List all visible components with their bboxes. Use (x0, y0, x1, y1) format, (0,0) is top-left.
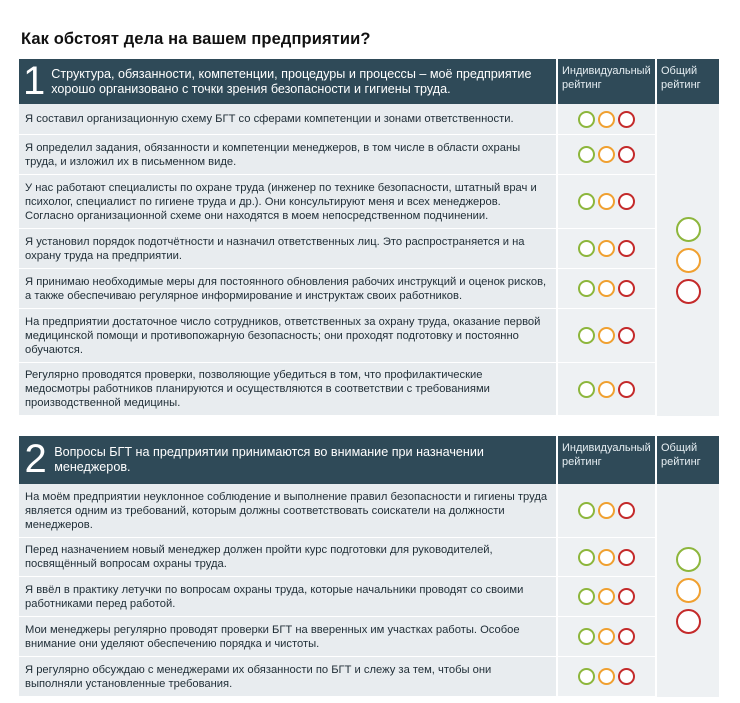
section-1 (19, 59, 719, 416)
general-rating (657, 484, 719, 697)
rating-red[interactable] (618, 588, 635, 605)
individual-rating (558, 617, 655, 656)
general-rating (657, 104, 719, 416)
rating-red[interactable] (618, 193, 635, 210)
question-text: Я регулярно обсуждаю с менеджерами их обязанности по БГТ и слежу за тем, чтобы они выполняли установленные требования. (19, 657, 556, 696)
question-row (19, 229, 655, 269)
page-title: Как обстоят дела на вашем предприятии? (21, 30, 371, 48)
rating-red[interactable] (618, 327, 635, 344)
rating-yellow[interactable] (598, 549, 615, 566)
question-row (19, 484, 655, 538)
rating-yellow[interactable] (598, 280, 615, 297)
question-text: Я ввёл в практику летучки по вопросам охраны труда, которые начальники проводят со своими работниками перед работой. (19, 577, 556, 616)
question-text: На моём предприятии неуклонное соблюдение и выполнение правил безопасности и гигиены труда является одним из требований, которым должны соответствовать соискатели на должности менеджеров. (19, 484, 556, 537)
individual-rating (558, 269, 655, 308)
rating-yellow[interactable] (598, 146, 615, 163)
rating-red[interactable] (618, 381, 635, 398)
general-rating-header: Общий рейтинг (657, 436, 719, 484)
individual-rating (558, 577, 655, 616)
question-row (19, 538, 655, 577)
rating-green[interactable] (578, 327, 595, 344)
rating-green[interactable] (578, 111, 595, 128)
rating-red[interactable] (618, 240, 635, 257)
rating-green[interactable] (578, 381, 595, 398)
question-row (19, 175, 655, 229)
question-text: Я установил порядок подотчётности и назначил ответственных лиц. Это распространяется и на охрану труда на предприятии. (19, 229, 556, 268)
individual-rating (558, 484, 655, 537)
individual-rating (558, 229, 655, 268)
section-2 (19, 436, 719, 697)
general-rating-red[interactable] (676, 609, 701, 634)
question-text: Перед назначением новый менеджер должен пройти курс подготовки для руководителей, посвящённый вопросам охраны труда. (19, 538, 556, 576)
rating-green[interactable] (578, 193, 595, 210)
general-rating-red[interactable] (676, 279, 701, 304)
rating-yellow[interactable] (598, 588, 615, 605)
general-rating-green[interactable] (676, 217, 701, 242)
individual-rating (558, 175, 655, 228)
rating-red[interactable] (618, 549, 635, 566)
rating-yellow[interactable] (598, 240, 615, 257)
rating-yellow[interactable] (598, 668, 615, 685)
question-row (19, 269, 655, 309)
rating-yellow[interactable] (598, 327, 615, 344)
rating-red[interactable] (618, 280, 635, 297)
rating-yellow[interactable] (598, 111, 615, 128)
general-rating-header: Общий рейтинг (657, 59, 719, 104)
general-rating-green[interactable] (676, 547, 701, 572)
question-row (19, 309, 655, 363)
individual-rating-header: Индивидуальный рейтинг (558, 59, 655, 104)
question-text: Я составил организационную схему БГТ со сферами компетенции и зонами ответственности. (19, 104, 556, 134)
rating-green[interactable] (578, 240, 595, 257)
rating-red[interactable] (618, 668, 635, 685)
individual-rating (558, 363, 655, 415)
individual-rating (558, 104, 655, 134)
rating-green[interactable] (578, 628, 595, 645)
question-row (19, 104, 655, 135)
individual-rating (558, 538, 655, 576)
question-text: Мои менеджеры регулярно проводят проверки БГТ на вверенных им участках работы. Особое внимание они уделяют обеспечению порядка и чистоты. (19, 617, 556, 656)
question-row (19, 577, 655, 617)
section-1-header (19, 59, 719, 104)
question-row (19, 617, 655, 657)
question-text: У нас работают специалисты по охране труда (инженер по технике безопасности, штатный врач и психолог, специалист по гигиене труда и др.). Они консультируют меня и всех менеджеров. Согласно организационной схеме они находятся в моем непосредственном подчинении. (19, 175, 556, 228)
individual-rating (558, 309, 655, 362)
rating-yellow[interactable] (598, 193, 615, 210)
section-title: Вопросы БГТ на предприятии принимаются во внимание при назначении менеджеров. (54, 445, 484, 474)
question-text: Я принимаю необходимые меры для постоянного обновления рабочих инструкций и оценок рисков, а также обеспечиваю регулярное информирование и инструктаж своих работников. (19, 269, 556, 308)
section-number: 1 (23, 58, 46, 103)
rating-green[interactable] (578, 668, 595, 685)
rating-green[interactable] (578, 146, 595, 163)
general-rating-yellow[interactable] (676, 578, 701, 603)
question-row (19, 135, 655, 175)
question-row (19, 363, 655, 416)
rating-red[interactable] (618, 146, 635, 163)
section-number: 2 (24, 437, 47, 481)
section-2-header (19, 436, 719, 484)
question-row (19, 657, 655, 697)
question-text: На предприятии достаточное число сотрудников, ответственных за охрану труда, оказание первой медицинской помощи и противопожарную безопасность; они проходят подготовку и постоянно обучаются. (19, 309, 556, 362)
question-text: Регулярно проводятся проверки, позволяющие убедиться в том, что профилактические медосмотры работников планируются и осуществляются в соответствии с требованиями производственной медицины. (19, 363, 556, 415)
rating-yellow[interactable] (598, 628, 615, 645)
question-text: Я определил задания, обязанности и компетенции менеджеров, в том числе в области охраны труда, и изложил их в письменном виде. (19, 135, 556, 174)
rating-red[interactable] (618, 502, 635, 519)
individual-rating (558, 657, 655, 696)
rating-yellow[interactable] (598, 381, 615, 398)
rating-red[interactable] (618, 111, 635, 128)
rating-red[interactable] (618, 628, 635, 645)
rating-green[interactable] (578, 502, 595, 519)
general-rating-yellow[interactable] (676, 248, 701, 273)
rating-yellow[interactable] (598, 502, 615, 519)
rating-green[interactable] (578, 280, 595, 297)
individual-rating (558, 135, 655, 174)
rating-green[interactable] (578, 549, 595, 566)
individual-rating-header: Индивидуальный рейтинг (558, 436, 655, 484)
rating-green[interactable] (578, 588, 595, 605)
section-title: Структура, обязанности, компетенции, процедуры и процессы – моё предприятие хорошо организовано с точки зрения безопасности и гигиены труда. (51, 66, 532, 96)
